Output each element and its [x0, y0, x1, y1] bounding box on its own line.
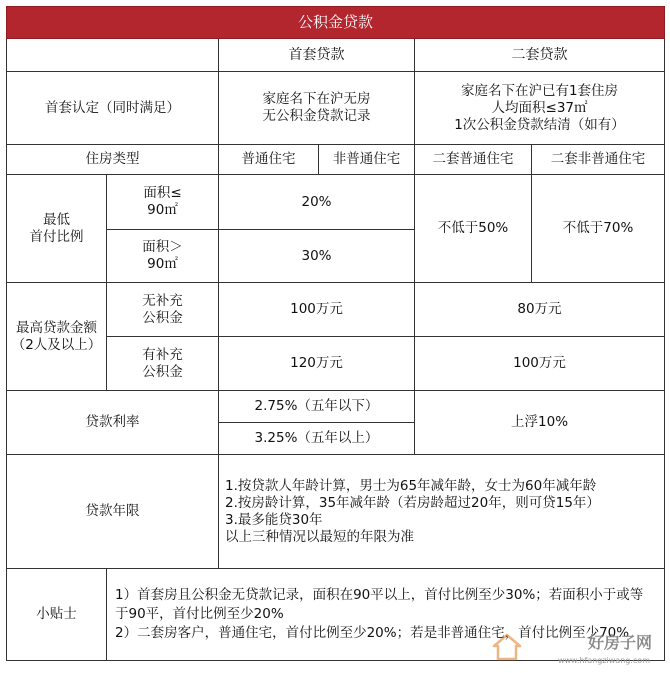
term-rule-1: 1.按贷款人年龄计算，男士为65年减年龄，女士为60年减年龄: [225, 477, 597, 494]
term-label: 贷款年限: [7, 455, 219, 569]
criteria-label: 首套认定（同时满足）: [7, 72, 219, 145]
header-first-home: 首套贷款: [219, 39, 415, 72]
term-rules: [219, 455, 665, 569]
fund-type-no-supplement: 无补充 公积金: [107, 283, 219, 337]
max-loan-second-no-supplement: 80万元: [415, 283, 665, 337]
loan-table-frame: [6, 6, 664, 667]
housing-type-normal: 普通住宅: [219, 145, 319, 175]
rate-label: 贷款利率: [7, 391, 219, 455]
max-loan-first-no-supplement: 100万元: [219, 283, 415, 337]
max-loan-second-with-supplement: 100万元: [415, 337, 665, 391]
housing-type-label: 住房类型: [7, 145, 219, 175]
down-payment-large-first: 30%: [219, 230, 415, 283]
max-loan-label: 最高贷款金额 （2人及以上）: [7, 283, 107, 391]
housing-type-second-non-normal: 二套非普通住宅: [532, 145, 665, 175]
watermark: [492, 629, 662, 669]
provident-fund-loan-table: [6, 6, 665, 661]
watermark-brand: 好房子网: [587, 633, 652, 652]
rate-second: 上浮10%: [415, 391, 665, 455]
housing-type-non-normal: 非普通住宅: [319, 145, 415, 175]
down-payment-second-normal: 不低于50%: [415, 175, 532, 283]
term-rule-3: 3.最多能贷30年: [225, 511, 323, 528]
criteria-first: 家庭名下在沪无房 无公积金贷款记录: [219, 72, 415, 145]
area-large-label: 面积＞ 90㎡: [107, 230, 219, 283]
house-logo-icon: [492, 633, 522, 661]
criteria-second: 家庭名下在沪已有1套住房 人均面积≤37㎡ 1次公积金贷款结清（如有）: [415, 72, 665, 145]
term-rule-2: 2.按房龄计算，35年减年龄（若房龄超过20年，则可贷15年）: [225, 494, 600, 511]
table-title: 公积金贷款: [7, 7, 665, 39]
area-small-label: 面积≤ 90㎡: [107, 175, 219, 230]
empty-header-cell: [7, 39, 219, 72]
rate-first-under-five: 2.75%（五年以下）: [219, 391, 415, 423]
watermark-url: www.hfangziwang.com: [557, 656, 650, 665]
tip-1: 1）首套房且公积金无贷款记录，面积在90平以上，首付比例至少30%；若面积小于或等于90平，首付比例至少20%: [115, 587, 644, 622]
max-loan-first-with-supplement: 120万元: [219, 337, 415, 391]
fund-type-with-supplement: 有补充 公积金: [107, 337, 219, 391]
down-payment-label: 最低 首付比例: [7, 175, 107, 283]
tip-2: 2）二套房客户，普通住宅，首付比例至少20%；若是非普通住宅，首付比例至少70%: [115, 625, 630, 641]
rate-first-over-five: 3.25%（五年以上）: [219, 423, 415, 455]
down-payment-second-non-normal: 不低于70%: [532, 175, 665, 283]
header-second-home: 二套贷款: [415, 39, 665, 72]
tips-label: 小贴士: [7, 569, 107, 661]
term-rule-summary: 以上三种情况以最短的年限为准: [225, 528, 414, 545]
down-payment-small-first: 20%: [219, 175, 415, 230]
housing-type-second-normal: 二套普通住宅: [415, 145, 532, 175]
